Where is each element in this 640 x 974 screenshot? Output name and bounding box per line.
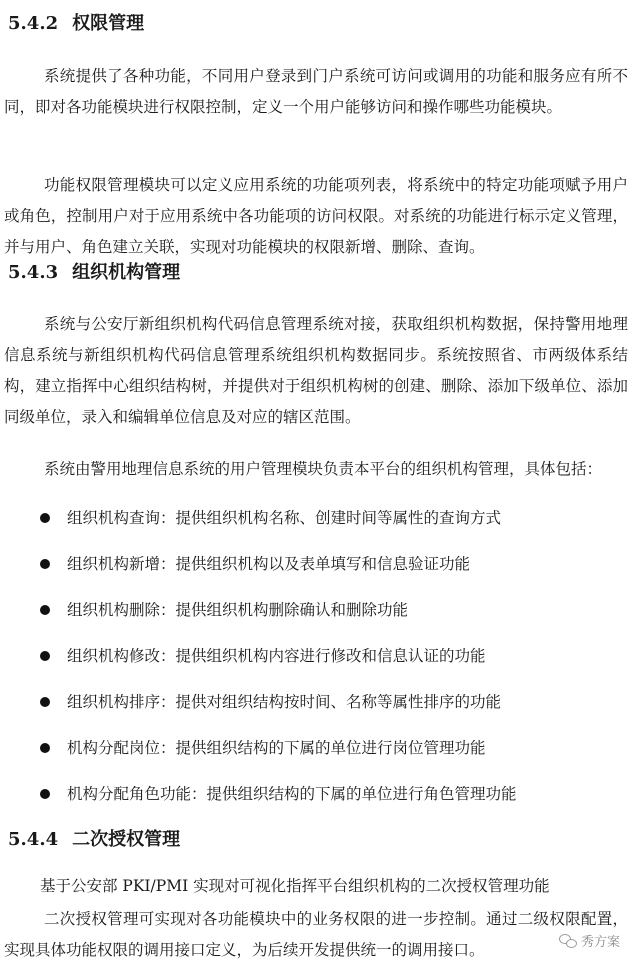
paragraph: 基于公安部 PKI/PMI 实现对可视化指挥平台组织机构的二次授权管理功能 (40, 877, 550, 895)
bullet-icon (40, 513, 50, 523)
section-number: 5.4.3 (8, 262, 59, 283)
section-heading-5-4-3 (8, 262, 180, 284)
paragraph: 二次授权管理可实现对各功能模块中的业务权限的进一步控制。通过二级权限配置，实现具体功能权限的调用接口定义，为后续开发提供统一的调用接口。 (4, 910, 628, 959)
paragraph: 系统由警用地理信息系统的用户管理模块负责本平台的组织机构管理，具体包括： (44, 460, 603, 478)
feature-list (0, 503, 640, 825)
bullet-icon (40, 697, 50, 707)
list-item: 机构分配岗位：提供组织结构的下属的单位进行岗位管理功能 (0, 733, 640, 779)
section-title: 权限管理 (72, 13, 145, 34)
paragraph: 功能权限管理模块可以定义应用系统的功能项列表，将系统中的特定功能项赋予用户或角色，控制用户对于应用系统中各功能项的访问权限。对系统的功能进行标示定义管理，并与用户、角色建立关联，实现对功能模块的权限新增、删除、查询。 (4, 176, 628, 256)
section-heading-5-4-4 (8, 829, 180, 851)
list-item: 组织机构修改：提供组织机构内容进行修改和信息认证的功能 (0, 641, 640, 687)
watermark (559, 931, 620, 950)
list-item: 组织机构删除：提供组织机构删除确认和删除功能 (0, 595, 640, 641)
list-item: 组织机构新增：提供组织机构以及表单填写和信息验证功能 (0, 549, 640, 595)
section-number: 5.4.4 (8, 829, 59, 850)
bullet-icon (40, 743, 50, 753)
list-item: 组织机构排序：提供对组织结构按时间、名称等属性排序的功能 (0, 687, 640, 733)
wechat-icon (559, 934, 577, 948)
section-title: 组织机构管理 (72, 262, 181, 283)
section-title: 二次授权管理 (72, 829, 181, 850)
paragraph: 系统提供了各种功能，不同用户登录到门户系统可访问或调用的功能和服务应有所不同，即对各功能模块进行权限控制，定义一个用户能够访问和操作哪些功能模块。 (4, 67, 628, 116)
bullet-icon (40, 559, 50, 569)
paragraph: 系统与公安厅新组织机构代码信息管理系统对接，获取组织机构数据，保持警用地理信息系统与新组织机构代码信息管理系统组织机构数据同步。系统按照省、市两级体系结构，建立指挥中心组织结构树，并提供对于组织机构树的创建、删除、添加下级单位、添加同级单位，录入和编辑单位信息及对应的辖区范围。 (4, 315, 628, 426)
list-item: 组织机构查询：提供组织机构名称、创建时间等属性的查询方式 (0, 503, 640, 549)
bullet-icon (40, 605, 50, 615)
list-item: 机构分配角色功能：提供组织结构的下属的单位进行角色管理功能 (0, 779, 640, 825)
section-number: 5.4.2 (8, 13, 59, 34)
section-heading-5-4-2 (8, 13, 144, 35)
bullet-icon (40, 789, 50, 799)
bullet-icon (40, 651, 50, 661)
watermark-text: 秀方案 (580, 935, 620, 950)
